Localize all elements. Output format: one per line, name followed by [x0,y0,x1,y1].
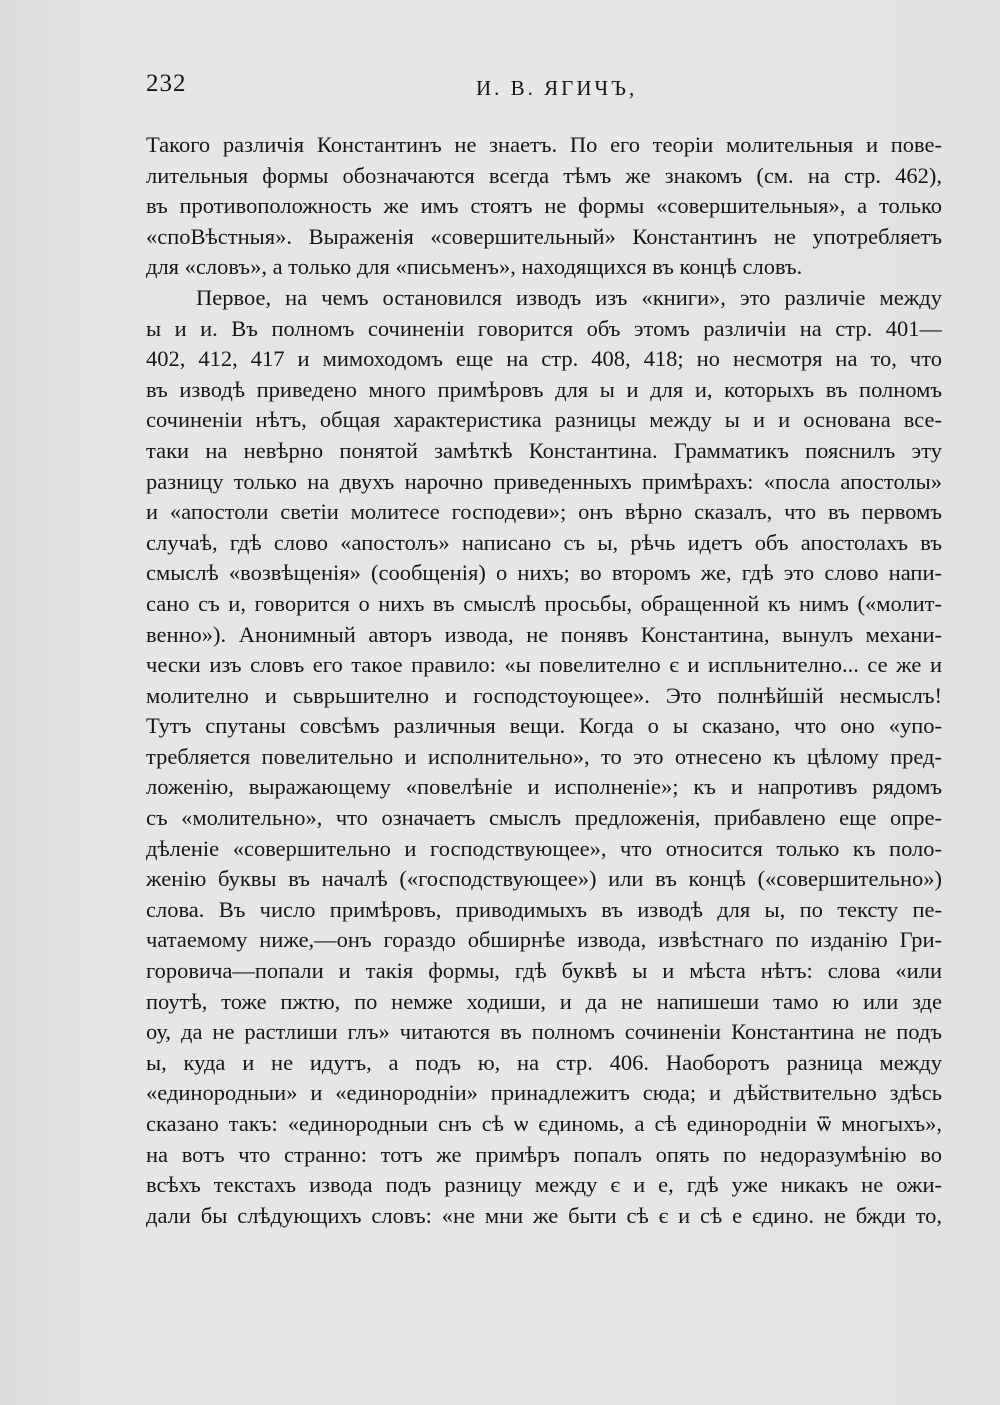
text-line: сказано такъ: «единородныи снъ сѣ ѡ єдиномь, а сѣ единородніи ѿ многыхъ», [146,1111,942,1136]
text-line: Такого различія Константинъ не знаетъ. По его теоріи молительныя и пове- [146,132,942,157]
running-head: И. В. ЯГИЧЪ, [476,76,638,100]
text-line: ы, куда и не идутъ, а подъ ю, на стр. 406. Наоборотъ разница между [146,1049,942,1075]
text-line: требляется повелительно и исполнительно», то это отнесено къ цѣлому пред- [146,743,942,769]
body-text [146,130,942,1231]
text-line: Тутъ спутаны совсѣмъ различныя вещи. Когда о ы сказано, что оно «упо- [146,713,942,739]
text-line: ложенію, выражающему «повелѣніе и исполненіе»; къ и напротивъ рядомъ [146,774,942,800]
text-line: сано съ и, говорится о нихъ въ смыслѣ просьбы, обращенной къ нимъ («молит- [146,590,942,616]
text-line: чески изъ словъ его такое правило: «ы повелително є и испльнително... се же и [146,652,942,678]
page-number: 232 [146,70,187,97]
text-line: сочиненіи нѣтъ, общая характеристика разницы между ы и и основана все- [146,407,942,433]
text-line: оу, да не растлиши глъ» читаются въ полномъ сочиненіи Константина не подъ [146,1019,942,1045]
text-line: молително и сьврьшително и господстоующее». Это полнѣйшій несмыслъ! [146,682,942,708]
text-line: всѣхъ текстахъ извода подъ разницу между є и е, гдѣ уже никакъ не ожи- [146,1172,942,1198]
text-line: въ противоположность же имъ стоятъ не формы «совершительныя», а только [146,193,942,219]
text-line: женію буквы въ началѣ («господствующее») или въ концѣ («совершительно») [146,866,942,892]
text-line: съ «молительно», что означаетъ смыслъ предложенія, прибавлено еще опре- [146,805,942,831]
text-line: таки на невѣрно понятой замѣткѣ Константина. Грамматикъ пояснилъ эту [146,437,942,463]
text-line: Первое, на чемъ остановился изводъ изъ «книги», это различіе между [196,284,942,310]
text-line: горовича—попали и такія формы, гдѣ буквѣ ы и мѣста нѣтъ: слова «или [146,958,942,984]
text-line: дали бы слѣдующихъ словъ: «не мни же быти сѣ є и сѣ е єдино. не бжди то, [146,1202,942,1228]
text-line: «споВѣстныя». Выраженія «совершительный» Константинъ не употребляетъ [146,223,942,249]
text-line: ы и и. Въ полномъ сочиненіи говорится объ этомъ различіи на стр. 401— [146,315,942,341]
text-line: случаѣ, гдѣ слово «апостолъ» написано съ ы, рѣчь идетъ объ апостолахъ въ [146,529,942,555]
text-line: чатаемому ниже,—онъ гораздо обширнѣе извода, извѣстнаго по изданію Гри- [146,927,942,953]
text-line: венно»). Анонимный авторъ извода, не понявъ Константина, вынулъ механи- [146,621,942,647]
text-line: разницу только на двухъ нарочно приведенныхъ примѣрахъ: «посла апостолы» [146,468,942,494]
text-line: въ изводѣ приведено много примѣровъ для ы и для и, которыхъ въ полномъ [146,376,942,402]
text-line: дѣленіе «совершительно и господствующее», что относится только къ поло- [146,835,942,861]
text-line: «единородныи» и «единородніи» принадлежитъ сюда; и дѣйствительно здѣсь [146,1080,942,1106]
text-line: для «словъ», а только для «письменъ», находящихся въ концѣ словъ. [146,254,803,280]
text-line: на вотъ что странно: тотъ же примѣръ попалъ опять по недоразумѣнію во [146,1141,942,1167]
text-line: слова. Въ число примѣровъ, приводимыхъ въ изводѣ для ы, по тексту пе- [146,896,942,922]
text-line: и «апостоли светіи молитесе господеви»; онъ вѣрно сказалъ, что въ первомъ [146,499,942,525]
text-line: лительныя формы обозначаются всегда тѣмъ же знакомъ (см. на стр. 462), [146,162,942,188]
page-header [146,70,942,110]
text-line: 402, 412, 417 и мимоходомъ еще на стр. 408, 418; но несмотря на то, что [146,346,942,372]
text-line: смыслѣ «возвѣщенія» (сообщенія) о нихъ; во второмъ же, гдѣ это слово напи- [146,560,942,586]
text-line: поутѣ, тоже пжтю, по немже ходиши, и да не напишеши тамо ю или зде [146,988,942,1014]
